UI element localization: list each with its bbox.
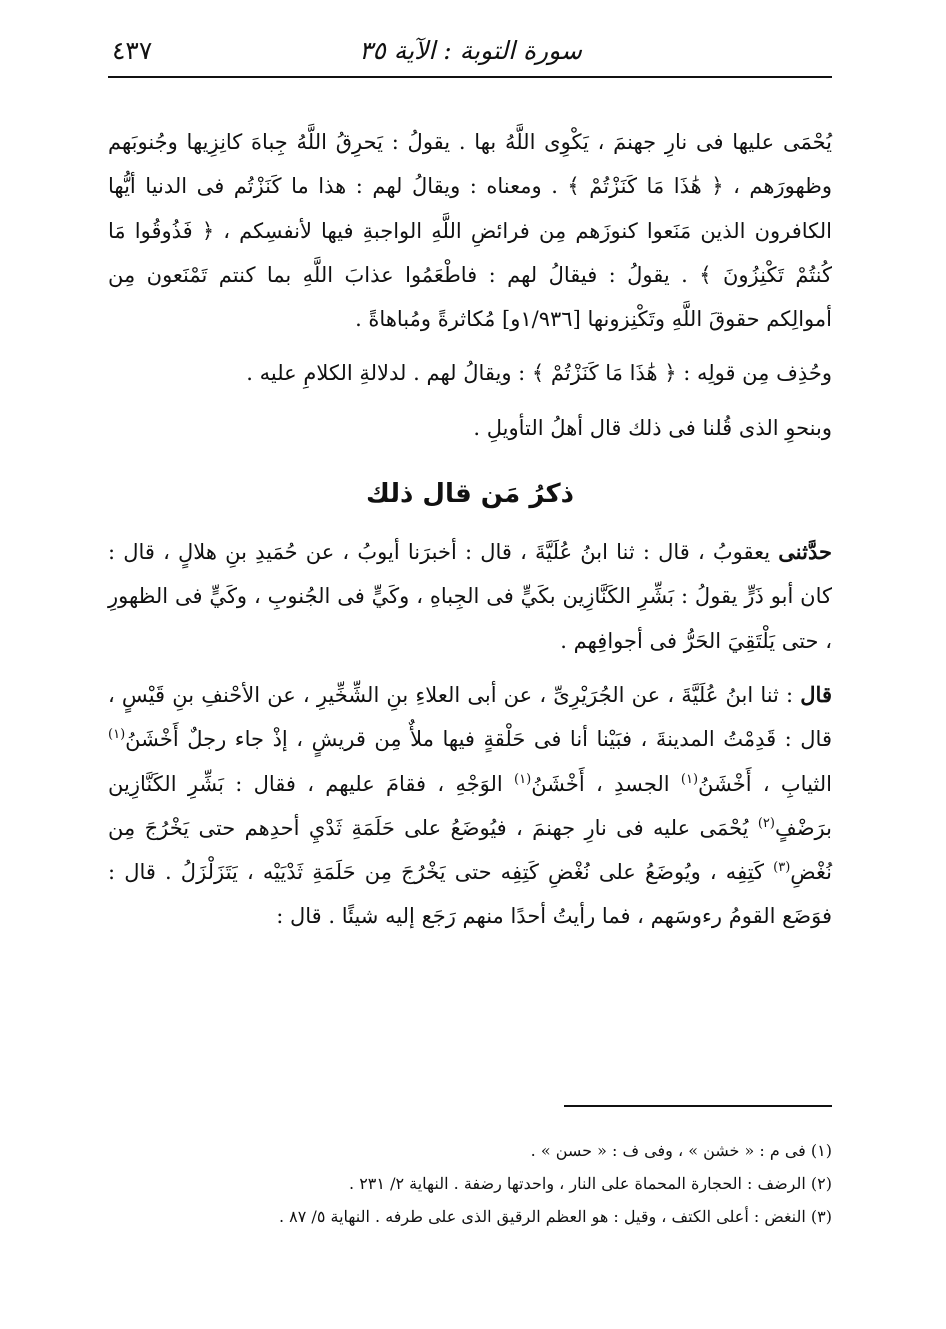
footnote-ref-3[interactable]: (٣) xyxy=(773,860,791,876)
footnote-2: (٢) الرضف : الحجارة المحماة على النار ، واحدتها رضفة . النهاية ٢/ ٢٣١ . xyxy=(349,1174,832,1193)
book-page xyxy=(108,28,832,1298)
narration-text: يُحْمَى عليه فى نارِ جهنمَ ، فيُوضَعُ على حَلَمَةِ ثَدْيِ أحدِهم حتى يَخْرُجَ مِن نُغْضِ xyxy=(108,815,832,885)
narration-lead: قال xyxy=(800,681,832,707)
footnote-ref-1[interactable]: (١) xyxy=(680,771,699,787)
header-rule xyxy=(108,76,832,78)
narration-text: : ثنا ابنُ عُلَيَّةَ ، عن الجُرَيْرِىِّ ، عن أبى العلاءِ بنِ الشِّخِّيرِ ، عن الأحْنفِ بنِ قَيْسٍ ، قال : قَدِمْتُ المدينةَ ، فبَيْنا أنا فى حَلْقةٍ فيها ملأٌ مِن قريشٍ ، إذْ جاء رجلٌ أَخْشَنُ xyxy=(108,682,832,752)
footnote-ref-1[interactable]: (١) xyxy=(514,771,532,787)
narration-1 xyxy=(108,530,832,663)
narration-text: كَتِفِه ، ويُوضَعُ على نُغْضِ كَتِفِه حتى يَخْرُجَ مِن حَلَمَةِ ثَدْيَيْه ، يَتَزَلْزَلُ . قال : فوَضَع القومُ رءوسَهم ، فما رأيتُ أحدًا منهم رَجَع إليه شيئًا . قال : xyxy=(108,860,832,929)
page-number: ٤٣٧ xyxy=(112,36,153,65)
footnote-rule xyxy=(564,1105,832,1107)
footnote-ref-2[interactable]: (٢) xyxy=(757,815,775,831)
paragraph-3: وبنحوِ الذى قُلنا فى ذلك قال أهلُ التأويلِ . xyxy=(473,415,832,440)
narration-2 xyxy=(108,673,832,939)
paragraph-1: يُحْمَى عليها فى نارِ جهنمَ ، يَكْوِى اللَّهُ بها . يقولُ : يَحرِقُ اللَّهُ جِباهَ كانِزِيها وجُنوبَهم وظهورَهم ، ﴿ هَٰذَا مَا كَنَزْتُمْ ﴾ . ومعناه : ويقالُ لهم : هذا ما كَنَزْتُم فى الدنيا أيُّها الكافرون الذين مَنَعوا كنوزَهم مِن فرائضِ اللَّهِ الواجبةِ فيها لأنفسِكم ، ﴿ فَذُوقُوا مَا كُنتُمْ تَكْنِزُونَ ﴾ . يقولُ : فيقالُ لهم : فاطْعَمُوا عذابَ اللَّهِ بما كنتم تَمْنَعون مِن أموالِكم حقوقَ اللَّهِ وتَكْنِزونها [١/٩٣٦و] مُكاثرةً ومُباهاةً . xyxy=(108,130,832,332)
narration-text: الثيابِ ، أَخْشَنُ xyxy=(698,771,832,796)
footnote-ref-1[interactable]: (١) xyxy=(108,727,126,743)
narration-text: الجسدِ ، أَخْشَنُ xyxy=(531,771,681,796)
narration-text: الوَجْهِ ، فقامَ عليهم ، فقال : بَشِّرِ الكَنَّازِين برَضْفٍ xyxy=(108,771,832,840)
footnote-1: (١) فى م : « خشن » ، وفى ف : « حسن » . xyxy=(530,1141,832,1160)
footnote-3: (٣) النغض : أعلى الكتف ، وقيل : هو العظم الرقيق الذى على طرفه . النهاية ٥/ ٨٧ . xyxy=(278,1207,832,1226)
page-body xyxy=(108,120,832,939)
narration-text: يعقوبُ ، قال : ثنا ابنُ عُلَيَّةَ ، قال : أخبرَنا أيوبُ ، عن حُمَيدِ بنِ هلالٍ ، قال : كان أبو ذَرٍّ يقولُ : بَشِّرِ الكَنَّازِين بكَيٍّ فى الجِباهِ ، وكَيٍّ فى الجُنوبِ ، وكَيٍّ فى الظهورِ ، حتى يَلْتَقِيَ الحَرُّ فى أجوافِهم . xyxy=(108,540,832,653)
running-head xyxy=(108,28,832,76)
footnotes xyxy=(108,1134,832,1233)
paragraph-2: وحُذِف مِن قولِه : ﴿ هَٰذَا مَا كَنَزْتُمْ ﴾ : ويقالُ لهم . لدلالةِ الكلامِ عليه . xyxy=(246,361,832,386)
narration-lead: حدَّثنى xyxy=(778,539,832,565)
header-title: سورة التوبة : الآية ٣٥ xyxy=(358,36,582,65)
section-heading: ذكرُ مَن قال ذلك xyxy=(366,479,574,510)
